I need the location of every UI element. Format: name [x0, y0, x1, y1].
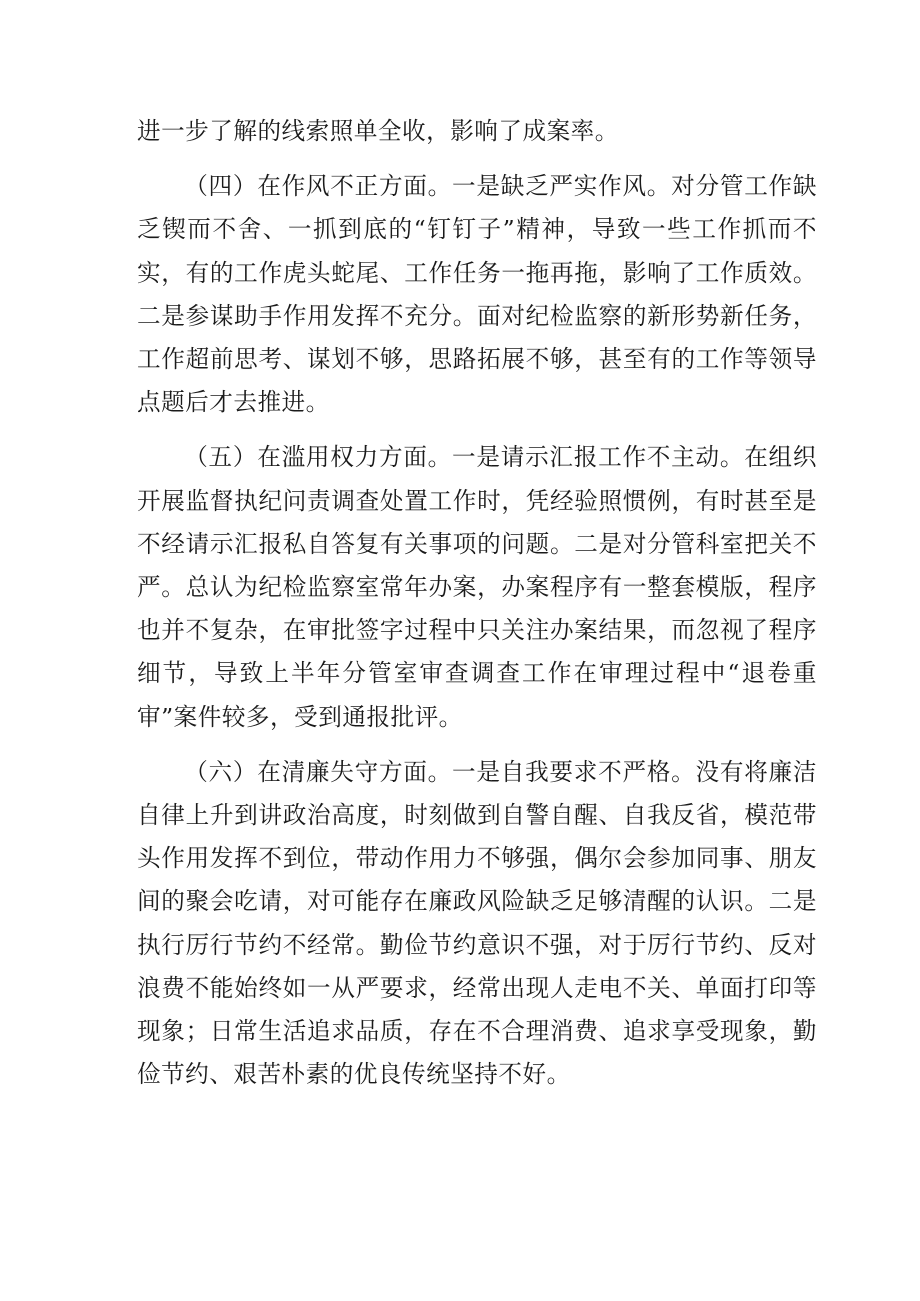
paragraph-section-four: （四）在作风不正方面。一是缺乏严实作风。对分管工作缺乏锲而不舍、一抓到底的“钉钉子”精神，导致一些工作抓而不实，有的工作虎头蛇尾、工作任务一拖再拖，影响了工作质效。二是参谋助手作用发挥不充分。面对纪检监察的新形势新任务，工作超前思考、谋划不够，思路拓展不够，甚至有的工作等领导点题后才去推进。 — [137, 172, 817, 417]
paragraph-section-six: （六）在清廉失守方面。一是自我要求不严格。没有将廉洁自律上升到讲政治高度，时刻做到自警自醒、自我反省，模范带头作用发挥不到位，带动作用力不够强，偶尔会参加同事、朋友间的聚会吃请，对可能存在廉政风险缺乏足够清醒的认识。二是执行厉行节约不经常。勤俭节约意识不强，对于厉行节约、反对浪费不能始终如一从严要求，经常出现人走电不关、单面打印等现象；日常生活追求品质，存在不合理消费、追求享受现象，勤俭节约、艰苦朴素的优良传统坚持不好。 — [137, 757, 817, 1089]
paragraph-continuation: 进一步了解的线索照单全收，影响了成案率。 — [137, 117, 619, 145]
paragraph-section-five: （五）在滥用权力方面。一是请示汇报工作不主动。在组织开展监督执纪问责调查处置工作时，凭经验照惯例，有时甚至是不经请示汇报私自答复有关事项的问题。二是对分管科室把关不严。总认为纪检监察室常年办案，办案程序有一整套模版，程序也并不复杂，在审批签字过程中只关注办案结果，而忽视了程序细节，导致上半年分管室审查调查工作在审理过程中“退卷重审”案件较多，受到通报批评。 — [137, 443, 817, 731]
document-body — [137, 110, 817, 1096]
